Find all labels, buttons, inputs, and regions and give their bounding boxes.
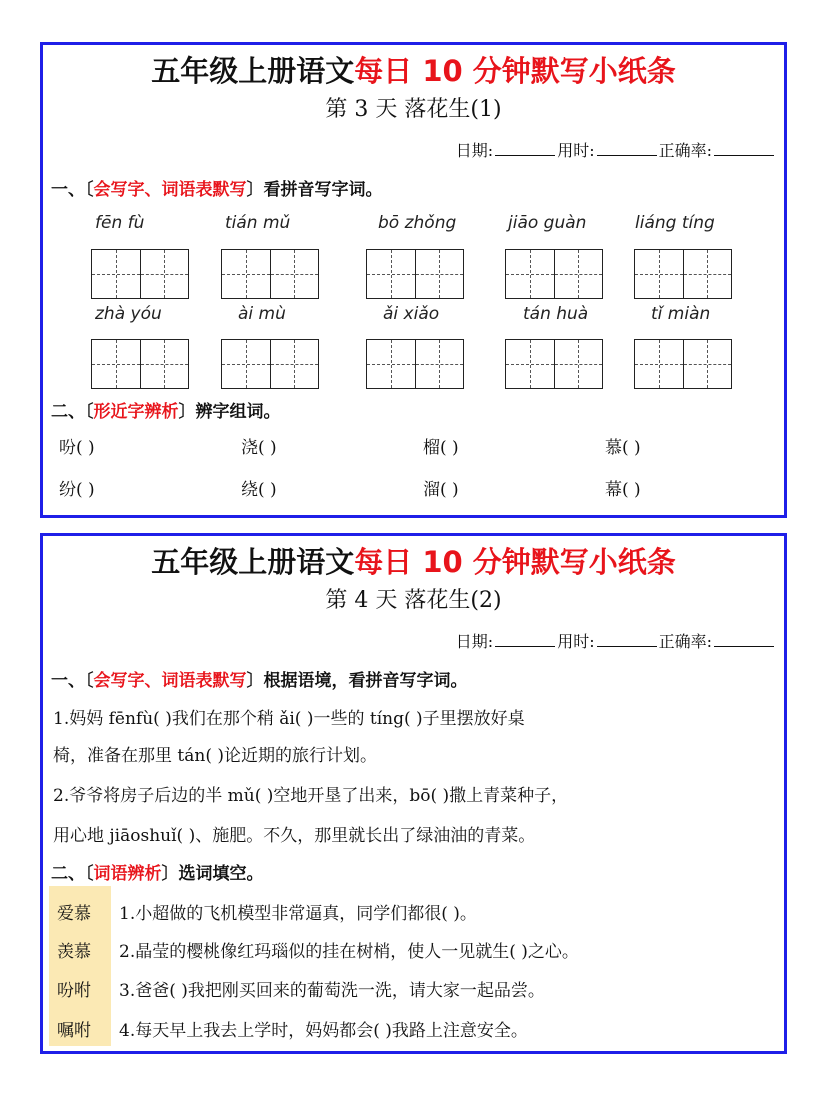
writing-grid[interactable]	[366, 339, 464, 389]
exercise-line[interactable]: 1.妈妈 fēnfù( )我们在那个稍 ǎi( )一些的 tíng( )子里摆放好桌	[53, 709, 525, 729]
writing-grid[interactable]	[505, 339, 603, 389]
writing-grid[interactable]	[505, 249, 603, 299]
pinyin: zhà yóu	[95, 304, 162, 324]
pinyin: fēn fù	[95, 213, 145, 233]
section-2-heading: 二、〔词语辨析〕选词填空。	[51, 864, 264, 884]
char-item[interactable]: 幕( )	[605, 480, 641, 500]
char-item[interactable]: 溜( )	[423, 480, 459, 500]
word-option: 嘱咐	[57, 1021, 91, 1041]
word-option: 爱慕	[57, 904, 91, 924]
char-item[interactable]: 绕( )	[241, 480, 277, 500]
worksheet-subtitle: 第 4 天 落花生(2)	[325, 588, 502, 613]
exercise-line[interactable]: 2.爷爷将房子后边的半 mǔ( )空地开垦了出来，bō( )撒上青菜种子，	[53, 786, 569, 806]
worksheet-day-4	[40, 533, 787, 1054]
exercise-line[interactable]: 用心地 jiāoshuǐ( )、施肥。不久，那里就长出了绿油油的青菜。	[53, 826, 536, 846]
pinyin: liáng tíng	[635, 213, 715, 233]
pinyin: jiāo guàn	[508, 213, 587, 233]
char-item[interactable]: 榴( )	[423, 438, 459, 458]
pinyin: tián mǔ	[225, 213, 291, 233]
pinyin: bō zhǒng	[378, 213, 457, 233]
word-option: 吩咐	[57, 981, 91, 1001]
writing-grid[interactable]	[221, 249, 319, 299]
writing-grid[interactable]	[634, 339, 732, 389]
exercise-line[interactable]: 椅，准备在那里 tán( )论近期的旅行计划。	[53, 746, 377, 766]
pinyin: tǐ miàn	[651, 304, 711, 324]
date-line: 日期: 用时: 正确率:	[456, 138, 776, 161]
section-1-heading: 一、〔会写字、词语表默写〕根据语境，看拼音写字词。	[51, 671, 468, 691]
pinyin: ài mù	[238, 304, 286, 324]
char-item[interactable]: 浇( )	[241, 438, 277, 458]
writing-grid[interactable]	[221, 339, 319, 389]
section-2-heading: 二、〔形近字辨析〕辨字组词。	[51, 402, 281, 422]
writing-grid[interactable]	[366, 249, 464, 299]
pinyin: tán huà	[523, 304, 589, 324]
word-option: 羡慕	[57, 942, 91, 962]
writing-grid[interactable]	[91, 249, 189, 299]
section-1-heading: 一、〔会写字、词语表默写〕看拼音写字词。	[51, 180, 383, 200]
worksheet-day-3	[40, 42, 787, 518]
char-item[interactable]: 吩( )	[59, 438, 95, 458]
sentence[interactable]: 2.晶莹的樱桃像红玛瑙似的挂在树梢，使人一见就生( )之心。	[119, 942, 579, 962]
sentence[interactable]: 3.爸爸( )我把刚买回来的葡萄洗一洗，请大家一起品尝。	[119, 981, 545, 1001]
writing-grid[interactable]	[634, 249, 732, 299]
sentence[interactable]: 4.每天早上我去上学时，妈妈都会( )我路上注意安全。	[119, 1021, 528, 1041]
worksheet-subtitle: 第 3 天 落花生(1)	[325, 97, 502, 122]
date-line: 日期: 用时: 正确率:	[456, 629, 776, 652]
pinyin: ǎi xiǎo	[383, 304, 440, 324]
worksheet-title: 五年级上册语文每日 10 分钟默写小纸条	[151, 54, 676, 88]
worksheet-title: 五年级上册语文每日 10 分钟默写小纸条	[151, 545, 676, 579]
writing-grid[interactable]	[91, 339, 189, 389]
char-item[interactable]: 慕( )	[605, 438, 641, 458]
sentence[interactable]: 1.小超做的飞机模型非常逼真，同学们都很( )。	[119, 904, 477, 924]
char-item[interactable]: 纷( )	[59, 480, 95, 500]
